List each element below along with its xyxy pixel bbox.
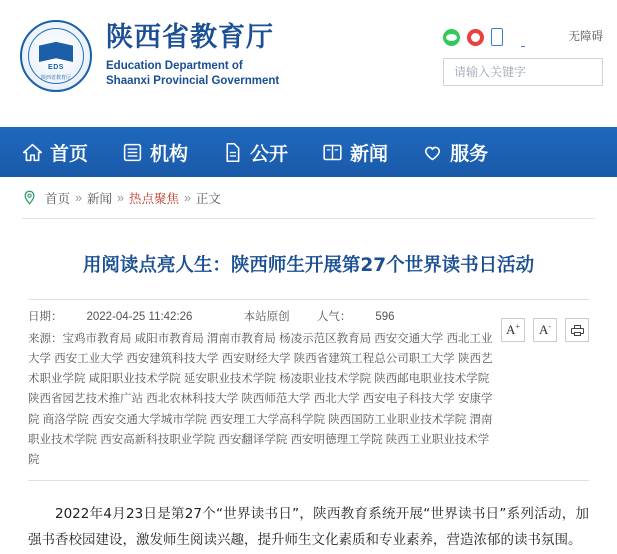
home-icon	[22, 142, 43, 163]
breadcrumb	[22, 177, 595, 219]
site-header	[0, 0, 617, 127]
nav-item-public-label: 公开	[250, 142, 289, 165]
mobile-icon[interactable]	[491, 28, 503, 46]
header-utility-row	[443, 26, 603, 48]
page-title: 用阅读点亮人生：陕西师生开展第27个世界读书日活动	[82, 255, 535, 276]
breadcrumb-separator: »	[116, 190, 124, 205]
document-icon	[222, 142, 243, 163]
article-date: 日期： 2022-04-25 11:42:26	[28, 311, 193, 323]
breadcrumb-item-hot-focus[interactable]: 热点聚焦	[128, 191, 179, 206]
article-meta	[28, 299, 589, 481]
font-decrease-button[interactable]: A -	[533, 318, 557, 342]
print-button[interactable]	[565, 318, 589, 342]
heart-icon	[422, 142, 443, 163]
search-input[interactable]	[452, 64, 594, 80]
nav-item-home-label: 首页	[50, 142, 89, 165]
site-title-en-line1: Education Department of	[106, 59, 243, 72]
site-logo[interactable]	[20, 20, 279, 92]
wechat-icon[interactable]	[443, 29, 460, 46]
book-shape-icon	[39, 42, 73, 62]
article-tools	[501, 318, 589, 342]
nav-item-news[interactable]	[322, 139, 388, 166]
nav-item-news-label: 新闻	[350, 142, 389, 165]
emblem-sub-text: 陕西省教育厅	[40, 75, 72, 81]
nav-item-service[interactable]	[422, 139, 488, 166]
nav-item-public[interactable]	[222, 139, 288, 166]
breadcrumb-separator: »	[75, 190, 82, 205]
search-box[interactable]	[443, 58, 603, 86]
article-source-list: 来源：宝鸡市教育局 咸阳市教育局 渭南市教育局 杨凌示范区教育局 西安交通大学 西北工业大学 西安工业大学 西安建筑科技大学 西安财经大学 陕西省建筑工程总公司职工大学 陕西艺术职业学院 咸阳职业技术学院 延安职业技术学院 杨凌职业技术学院 陕西邮电职业技术学院 陕西省园艺技术推广站 西北农林科技大学 陕西师范大学 西北大学 西安电子科技大学 安康学院 商洛学院 西安交通大学城市学院 西安理工大学高科学院 陕西国防工业职业技术学院 渭南职业技术学院 西安高新科技职业学院 西安翻译学院 西安明德理工学院 陕西工业职业技术学院	[28, 333, 493, 466]
breadcrumb-item-home[interactable]: 首页	[45, 191, 71, 206]
article-origin: 本站原创	[243, 311, 290, 323]
breadcrumb-item-current: 正文	[195, 191, 221, 206]
nav-item-org[interactable]	[122, 139, 188, 166]
content-wrap	[0, 177, 617, 219]
site-title-en-line2: Shaanxi Provincial Government	[106, 75, 280, 88]
article-views: 人气： 596	[316, 311, 395, 323]
print-icon	[571, 325, 584, 336]
article	[0, 251, 617, 554]
nav-item-service-label: 服务	[450, 142, 489, 165]
site-title-block	[106, 22, 279, 89]
emblem-center-text: EDS	[48, 64, 64, 71]
main-nav	[0, 127, 617, 177]
nav-item-org-label: 机构	[150, 142, 189, 165]
weibo-icon[interactable]	[467, 29, 484, 46]
article-paragraph: 2022年4月23日是第27个“世界读书日”，陕西教育系统开展“世界读书日”系列活动，加强书香校园建设，激发师生阅读兴趣，提升师生文化素质和专业素养，营造浓郁的读书氛围。	[28, 505, 589, 549]
breadcrumb-separator: »	[183, 190, 191, 205]
org-icon	[122, 142, 143, 163]
font-increase-button[interactable]: A +	[501, 318, 525, 342]
site-title-cn: 陕西省教育厅	[106, 22, 274, 54]
emblem-icon	[20, 20, 92, 92]
location-pin-icon	[22, 190, 37, 205]
accessibility-link[interactable]: 无障碍	[568, 31, 603, 43]
breadcrumb-item-news[interactable]: 新闻	[86, 191, 112, 206]
header-right-panel	[443, 26, 603, 86]
nav-item-home[interactable]	[22, 139, 88, 166]
news-icon	[322, 142, 343, 163]
